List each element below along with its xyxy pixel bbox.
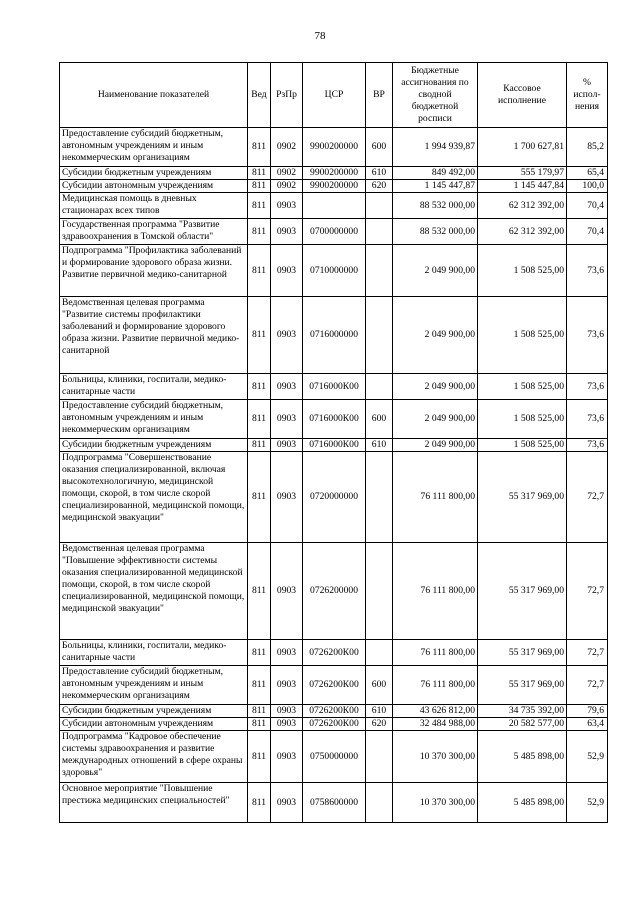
cell-rzpr: 0902 bbox=[271, 128, 303, 167]
cell-rzpr: 0903 bbox=[271, 731, 303, 783]
cell-budget: 76 111 800,00 bbox=[393, 640, 478, 666]
table-row bbox=[60, 374, 608, 400]
cell-name: Субсидии бюджетным учреждениям bbox=[60, 439, 248, 452]
cell-name: Подпрограмма "Профилактика заболеваний и формирование здорового образа жизни. Развитие первичной медико-санитарной bbox=[60, 245, 248, 297]
cell-csr: 0726200000 bbox=[303, 543, 366, 640]
cell-csr: 0726200К00 bbox=[303, 705, 366, 718]
cell-vr: 610 bbox=[366, 705, 393, 718]
cell-name: Медицинская помощь в дневных стационарах всех типов bbox=[60, 193, 248, 219]
cell-csr: 0726200К00 bbox=[303, 718, 366, 731]
cell-name: Субсидии бюджетным учреждениям bbox=[60, 167, 248, 180]
cell-budget: 2 049 900,00 bbox=[393, 374, 478, 400]
cell-csr: 0726200К00 bbox=[303, 640, 366, 666]
cell-rzpr: 0903 bbox=[271, 193, 303, 219]
cell-csr: 0716000К00 bbox=[303, 374, 366, 400]
cell-name: Больницы, клиники, госпитали, медико-санитарные части bbox=[60, 374, 248, 400]
cell-name: Государственная программа "Развитие здравоохранения в Томской области" bbox=[60, 219, 248, 245]
table-row bbox=[60, 297, 608, 374]
cell-cash: 5 485 898,00 bbox=[478, 783, 567, 823]
table-row bbox=[60, 783, 608, 823]
cell-vr: 600 bbox=[366, 128, 393, 167]
cell-budget: 88 532 000,00 bbox=[393, 193, 478, 219]
cell-vr bbox=[366, 731, 393, 783]
cell-cash: 555 179,97 bbox=[478, 167, 567, 180]
table-row bbox=[60, 543, 608, 640]
cell-pct: 100,0 bbox=[567, 180, 608, 193]
cell-pct: 79,6 bbox=[567, 705, 608, 718]
cell-budget: 76 111 800,00 bbox=[393, 666, 478, 705]
cell-name: Больницы, клиники, госпитали, медико-санитарные части bbox=[60, 640, 248, 666]
table-row bbox=[60, 718, 608, 731]
cell-pct: 52,9 bbox=[567, 731, 608, 783]
cell-budget: 10 370 300,00 bbox=[393, 783, 478, 823]
cell-vr bbox=[366, 193, 393, 219]
cell-vr bbox=[366, 219, 393, 245]
cell-budget: 2 049 900,00 bbox=[393, 400, 478, 439]
cell-budget: 76 111 800,00 bbox=[393, 452, 478, 543]
cell-budget: 2 049 900,00 bbox=[393, 245, 478, 297]
cell-csr: 0726200К00 bbox=[303, 666, 366, 705]
cell-ved: 811 bbox=[248, 783, 271, 823]
cell-csr: 0750000000 bbox=[303, 731, 366, 783]
cell-vr: 620 bbox=[366, 718, 393, 731]
cell-rzpr: 0903 bbox=[271, 297, 303, 374]
cell-budget: 2 049 900,00 bbox=[393, 439, 478, 452]
cell-budget: 76 111 800,00 bbox=[393, 543, 478, 640]
cell-rzpr: 0903 bbox=[271, 439, 303, 452]
cell-cash: 55 317 969,00 bbox=[478, 640, 567, 666]
table-row bbox=[60, 219, 608, 245]
cell-name: Предоставление субсидий бюджетным, автономным учреждениям и иным некоммерческим организациям bbox=[60, 666, 248, 705]
header-vr: ВР bbox=[366, 63, 393, 128]
cell-vr: 600 bbox=[366, 666, 393, 705]
cell-name: Ведомственная целевая программа "Развитие системы профилактики заболеваний и формирование здорового образа жизни. Развитие первичной медико-санитарной bbox=[60, 297, 248, 374]
cell-pct: 65,4 bbox=[567, 167, 608, 180]
cell-ved: 811 bbox=[248, 543, 271, 640]
table-row bbox=[60, 400, 608, 439]
cell-ved: 811 bbox=[248, 193, 271, 219]
cell-vr bbox=[366, 297, 393, 374]
cell-pct: 73,6 bbox=[567, 374, 608, 400]
cell-cash: 62 312 392,00 bbox=[478, 193, 567, 219]
header-budget: Бюджетные ассигнования по сводной бюджетной росписи bbox=[393, 63, 478, 128]
cell-pct: 85,2 bbox=[567, 128, 608, 167]
cell-cash: 1 700 627,81 bbox=[478, 128, 567, 167]
cell-pct: 73,6 bbox=[567, 400, 608, 439]
table-row bbox=[60, 452, 608, 543]
cell-budget: 2 049 900,00 bbox=[393, 297, 478, 374]
cell-rzpr: 0903 bbox=[271, 718, 303, 731]
cell-cash: 55 317 969,00 bbox=[478, 666, 567, 705]
cell-name: Предоставление субсидий бюджетным, автономным учреждениям и иным некоммерческим организациям bbox=[60, 128, 248, 167]
cell-vr bbox=[366, 452, 393, 543]
table-row bbox=[60, 731, 608, 783]
cell-csr: 0720000000 bbox=[303, 452, 366, 543]
cell-budget: 1 145 447,87 bbox=[393, 180, 478, 193]
cell-ved: 811 bbox=[248, 167, 271, 180]
table-row bbox=[60, 245, 608, 297]
cell-vr bbox=[366, 245, 393, 297]
cell-cash: 1 508 525,00 bbox=[478, 400, 567, 439]
cell-csr: 0710000000 bbox=[303, 245, 366, 297]
cell-cash: 62 312 392,00 bbox=[478, 219, 567, 245]
cell-name: Предоставление субсидий бюджетным, автономным учреждениям и иным некоммерческим организациям bbox=[60, 400, 248, 439]
cell-rzpr: 0903 bbox=[271, 452, 303, 543]
table-row bbox=[60, 128, 608, 167]
cell-pct: 72,7 bbox=[567, 666, 608, 705]
cell-budget: 849 492,00 bbox=[393, 167, 478, 180]
cell-budget: 88 532 000,00 bbox=[393, 219, 478, 245]
cell-ved: 811 bbox=[248, 452, 271, 543]
cell-ved: 811 bbox=[248, 439, 271, 452]
cell-cash: 1 508 525,00 bbox=[478, 374, 567, 400]
cell-cash: 5 485 898,00 bbox=[478, 731, 567, 783]
table-row bbox=[60, 167, 608, 180]
cell-vr bbox=[366, 543, 393, 640]
cell-rzpr: 0903 bbox=[271, 219, 303, 245]
cell-rzpr: 0903 bbox=[271, 543, 303, 640]
cell-vr bbox=[366, 640, 393, 666]
header-cash: Кассовое исполнение bbox=[478, 63, 567, 128]
cell-rzpr: 0903 bbox=[271, 245, 303, 297]
cell-rzpr: 0902 bbox=[271, 180, 303, 193]
cell-cash: 20 582 577,00 bbox=[478, 718, 567, 731]
cell-pct: 70,4 bbox=[567, 219, 608, 245]
cell-pct: 52,9 bbox=[567, 783, 608, 823]
cell-csr: 9900200000 bbox=[303, 167, 366, 180]
cell-rzpr: 0903 bbox=[271, 400, 303, 439]
cell-pct: 73,6 bbox=[567, 245, 608, 297]
table-body bbox=[60, 128, 608, 823]
cell-ved: 811 bbox=[248, 128, 271, 167]
cell-vr bbox=[366, 783, 393, 823]
cell-pct: 73,6 bbox=[567, 297, 608, 374]
cell-name: Субсидии автономным учреждениям bbox=[60, 180, 248, 193]
cell-ved: 811 bbox=[248, 180, 271, 193]
cell-ved: 811 bbox=[248, 374, 271, 400]
cell-ved: 811 bbox=[248, 731, 271, 783]
cell-cash: 1 508 525,00 bbox=[478, 297, 567, 374]
cell-ved: 811 bbox=[248, 718, 271, 731]
cell-ved: 811 bbox=[248, 640, 271, 666]
cell-cash: 34 735 392,00 bbox=[478, 705, 567, 718]
cell-ved: 811 bbox=[248, 400, 271, 439]
cell-vr bbox=[366, 374, 393, 400]
cell-pct: 73,6 bbox=[567, 439, 608, 452]
header-pct: % испол-нения bbox=[567, 63, 608, 128]
cell-csr bbox=[303, 193, 366, 219]
cell-cash: 1 508 525,00 bbox=[478, 245, 567, 297]
table-row bbox=[60, 640, 608, 666]
cell-budget: 43 626 812,00 bbox=[393, 705, 478, 718]
cell-pct: 72,7 bbox=[567, 543, 608, 640]
cell-name: Подпрограмма "Кадровое обеспечение системы здравоохранения и развитие международных отношений в сфере охраны здоровья" bbox=[60, 731, 248, 783]
table-row bbox=[60, 193, 608, 219]
cell-ved: 811 bbox=[248, 219, 271, 245]
cell-csr: 9900200000 bbox=[303, 180, 366, 193]
cell-csr: 0758600000 bbox=[303, 783, 366, 823]
header-ved: Вед bbox=[248, 63, 271, 128]
table-row bbox=[60, 439, 608, 452]
cell-rzpr: 0902 bbox=[271, 167, 303, 180]
cell-pct: 70,4 bbox=[567, 193, 608, 219]
page-number: 78 bbox=[314, 30, 326, 42]
table-row bbox=[60, 180, 608, 193]
cell-cash: 55 317 969,00 bbox=[478, 452, 567, 543]
header-row bbox=[60, 63, 608, 128]
header-name: Наименование показателей bbox=[60, 63, 248, 128]
cell-budget: 1 994 939,87 bbox=[393, 128, 478, 167]
cell-vr: 610 bbox=[366, 439, 393, 452]
cell-ved: 811 bbox=[248, 245, 271, 297]
table-row bbox=[60, 705, 608, 718]
header-rzpr: РзПр bbox=[271, 63, 303, 128]
cell-csr: 0716000К00 bbox=[303, 400, 366, 439]
cell-csr: 0700000000 bbox=[303, 219, 366, 245]
table-row bbox=[60, 666, 608, 705]
cell-name: Субсидии бюджетным учреждениям bbox=[60, 705, 248, 718]
cell-budget: 10 370 300,00 bbox=[393, 731, 478, 783]
cell-csr: 0716000К00 bbox=[303, 439, 366, 452]
cell-rzpr: 0903 bbox=[271, 640, 303, 666]
cell-rzpr: 0903 bbox=[271, 666, 303, 705]
cell-rzpr: 0903 bbox=[271, 374, 303, 400]
cell-budget: 32 484 988,00 bbox=[393, 718, 478, 731]
cell-rzpr: 0903 bbox=[271, 705, 303, 718]
cell-cash: 1 508 525,00 bbox=[478, 439, 567, 452]
cell-vr: 610 bbox=[366, 167, 393, 180]
cell-rzpr: 0903 bbox=[271, 783, 303, 823]
cell-pct: 72,7 bbox=[567, 640, 608, 666]
cell-ved: 811 bbox=[248, 705, 271, 718]
cell-cash: 55 317 969,00 bbox=[478, 543, 567, 640]
cell-pct: 63,4 bbox=[567, 718, 608, 731]
cell-name: Основное мероприятие "Повышение престижа медицинских специальностей" bbox=[60, 783, 248, 823]
cell-csr: 0716000000 bbox=[303, 297, 366, 374]
header-csr: ЦСР bbox=[303, 63, 366, 128]
cell-name: Субсидии автономным учреждениям bbox=[60, 718, 248, 731]
cell-vr: 620 bbox=[366, 180, 393, 193]
cell-cash: 1 145 447,84 bbox=[478, 180, 567, 193]
cell-name: Подпрограмма "Совершенствование оказания специализированной, включая высокотехнологичную, медицинской помощи, скорой, в том числе скорой специализированной, медицинской помощи, медицинской эвакуации" bbox=[60, 452, 248, 543]
cell-vr: 600 bbox=[366, 400, 393, 439]
cell-name: Ведомственная целевая программа "Повышение эффективности системы оказания специализированной медицинской помощи, скорой, в том числе скорой специализированной, медицинской помощи, медицинской эвакуации" bbox=[60, 543, 248, 640]
budget-execution-table bbox=[59, 62, 608, 823]
cell-pct: 72,7 bbox=[567, 452, 608, 543]
cell-csr: 9900200000 bbox=[303, 128, 366, 167]
cell-ved: 811 bbox=[248, 297, 271, 374]
cell-ved: 811 bbox=[248, 666, 271, 705]
